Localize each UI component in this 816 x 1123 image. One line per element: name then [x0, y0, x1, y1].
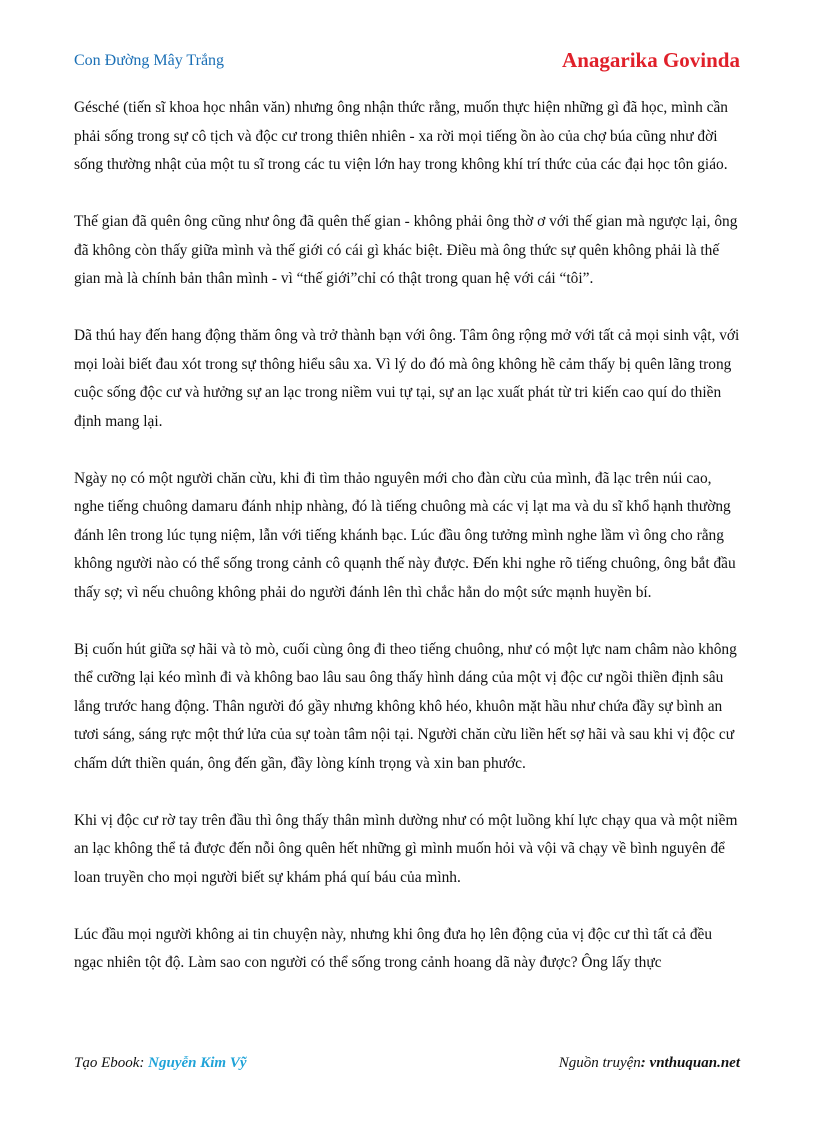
paragraph-1: Gésché (tiến sĩ khoa học nhân văn) nhưng ông nhận thức rằng, muốn thực hiện những gì đã học, mình cần phải sống trong sự cô tịch và độc cư trong thiên nhiên - xa rời mọi tiếng ồn ào của chợ búa cũng như đời sống thường nhật của một tu sĩ trong các tu viện lớn hay trong không khí trí thức của các đại học tôn giáo.: [74, 99, 728, 173]
ebook-author: Nguyễn Kim Vỹ: [148, 1055, 247, 1071]
paragraph-7: Lúc đầu mọi người không ai tin chuyện này, nhưng khi ông đưa họ lên động của vị độc cư thì tất cả đều ngạc nhiên tột độ. Làm sao con người có thể sống trong cảnh hoang dã này được? Ông lấy thực: [74, 925, 713, 971]
page-body: [74, 94, 742, 1006]
paragraph-2: Thế gian đã quên ông cũng như ông đã quên thế gian - không phải ông thờ ơ với thế gian mà ngược lại, ông đã không còn thấy giữa mình và thế giới có cái gì khác biệt. Điều mà ông thức sự quên không phải là thế gian mà là chính bản thân mình - vì “thế giới”chỉ có thật trong quan hệ với cái “tôi”.: [74, 213, 738, 287]
source-site: vnthuquan.net: [649, 1055, 740, 1071]
ebook-credit: Tạo Ebook: Nguyễn Kim Vỹ: [74, 1055, 247, 1071]
ebook-label: Tạo Ebook: [74, 1055, 140, 1071]
source-credit: Nguồn truyện: vnthuquan.net: [558, 1055, 740, 1071]
source-label: Nguồn truyện: [558, 1055, 641, 1071]
paragraph-5: Bị cuốn hút giữa sợ hãi và tò mò, cuối cùng ông đi theo tiếng chuông, như có một lực nam châm nào không thể cưỡng lại kéo mình đi và không bao lâu sau ông thấy hình dáng của một vị độc cư ngồi thiền định sâu lắng trước hang động. Thân người đó gầy nhưng không khô héo, khuôn mặt hầu như chứa đầy sự bình an tươi sáng, sáng rực một thứ lửa của sự toàn tâm nội tại. Người chăn cừu liền hết sợ hãi và sau khi vị độc cư chấm dứt thiền quán, ông đến gần, đầy lòng kính trọng và xin ban phước.: [74, 640, 737, 772]
paragraph-4: Ngày nọ có một người chăn cừu, khi đi tìm thảo nguyên mới cho đàn cừu của mình, đã lạc trên núi cao, nghe tiếng chuông damaru đánh nhịp nhàng, đó là tiếng chuông mà các vị lạt ma và du sĩ khổ hạnh thường đánh lên trong lúc tụng niệm, lẫn với tiếng khánh bạc. Lúc đầu ông tưởng mình nghe lầm vì ông cho rằng không người nào có thể sống trong cảnh cô quạnh thế này được. Đến khi nghe rõ tiếng chuông, ông bắt đầu thấy sợ; vì nếu chuông không phải do người đánh lên thì chắc hẳn do một sức mạnh huyền bí.: [74, 469, 736, 601]
book-author: Anagarika Govinda: [562, 48, 740, 72]
book-title: Con Đường Mây Trắng: [74, 52, 225, 69]
paragraph-6: Khi vị độc cư rờ tay trên đầu thì ông thấy thân mình dường như có một luồng khí lực chạy qua và một niềm an lạc không thể tả được đến nỗi ông quên hết những gì mình muốn hỏi và vội vã chạy về bình nguyên để loan truyền cho mọi người biết sự khám phá quí báu của mình.: [74, 811, 738, 886]
paragraph-3: Dã thú hay đến hang động thăm ông và trở thành bạn với ông. Tâm ông rộng mở với tất cả mọi sinh vật, với mọi loài biết đau xót trong sự thông hiểu sâu xa. Vì lý do đó mà ông không hề cảm thấy bị quên lãng trong cuộc sống độc cư và hưởng sự an lạc trong niềm vui tự tại, sự an lạc xuất phát từ tri kiến cao quí do thiền định mang lại.: [74, 327, 740, 430]
